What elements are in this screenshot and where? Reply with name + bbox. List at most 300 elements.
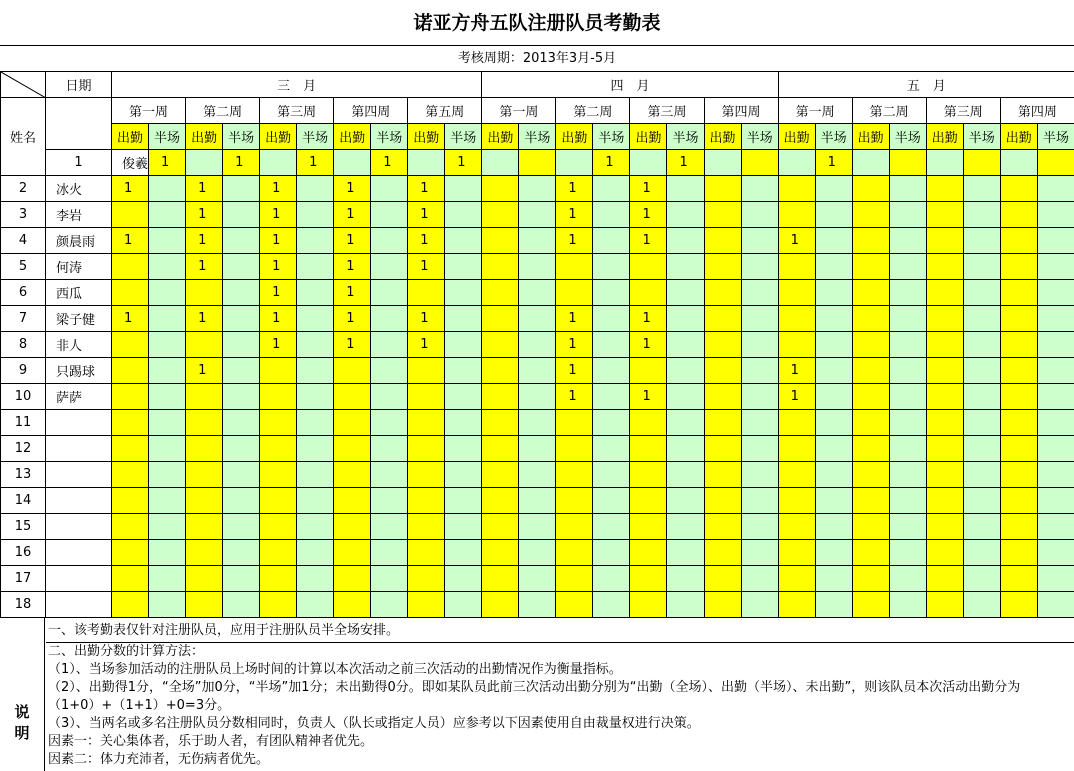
attend-cell <box>852 436 889 462</box>
half-cell <box>297 566 334 592</box>
week-header: 第二周 <box>852 98 926 124</box>
attend-cell <box>630 514 667 540</box>
attend-cell <box>1000 254 1037 280</box>
half-subheader: 半场 <box>149 124 186 150</box>
member-name <box>46 462 112 488</box>
half-cell <box>149 202 186 228</box>
attend-cell <box>778 410 815 436</box>
note-line-7: 因素二：体力充沛者，无伤病者优先。 <box>48 751 1074 769</box>
attend-cell <box>408 462 445 488</box>
attend-cell: 1 <box>630 384 667 410</box>
attend-cell <box>852 306 889 332</box>
attend-cell <box>852 488 889 514</box>
note-line-1: 一、该考勤表仅针对注册队员，应用于注册队员半全场安排。 <box>46 618 1074 643</box>
half-cell <box>445 254 482 280</box>
note-block <box>46 643 1074 769</box>
attend-cell <box>112 488 149 514</box>
date-header: 日期 <box>46 72 112 98</box>
half-cell <box>889 514 926 540</box>
attend-subheader: 出勤 <box>778 124 815 150</box>
row-number: 3 <box>1 202 46 228</box>
attend-cell: 1 <box>186 306 223 332</box>
attend-cell <box>926 462 963 488</box>
attend-cell: 1 <box>112 306 149 332</box>
half-cell <box>297 410 334 436</box>
attend-cell <box>704 306 741 332</box>
attend-cell <box>519 150 556 176</box>
half-cell <box>593 228 630 254</box>
attend-cell: 1 <box>149 150 186 176</box>
half-cell <box>519 540 556 566</box>
member-name: 俊羲 <box>112 150 149 176</box>
half-cell <box>297 306 334 332</box>
half-cell <box>223 358 260 384</box>
half-subheader: 半场 <box>593 124 630 150</box>
attend-cell: 1 <box>260 176 297 202</box>
attend-cell <box>704 384 741 410</box>
row-number: 13 <box>1 462 46 488</box>
half-cell <box>889 488 926 514</box>
half-cell <box>667 384 704 410</box>
name-header: 姓名 <box>1 98 46 176</box>
half-cell <box>445 514 482 540</box>
half-cell <box>1037 254 1074 280</box>
attend-cell: 1 <box>260 332 297 358</box>
half-cell <box>593 436 630 462</box>
attend-cell <box>852 384 889 410</box>
attend-cell <box>852 228 889 254</box>
half-cell <box>445 332 482 358</box>
attend-cell <box>112 592 149 618</box>
attend-cell <box>482 488 519 514</box>
month-header: 三 月 <box>112 72 482 98</box>
half-subheader: 半场 <box>223 124 260 150</box>
attend-cell <box>334 488 371 514</box>
member-name <box>46 592 112 618</box>
half-cell <box>667 358 704 384</box>
attend-cell <box>1000 306 1037 332</box>
attend-cell <box>852 202 889 228</box>
attend-cell <box>186 384 223 410</box>
attend-subheader: 出勤 <box>926 124 963 150</box>
half-cell <box>371 332 408 358</box>
half-cell <box>741 306 778 332</box>
attend-cell <box>778 176 815 202</box>
week-header: 第一周 <box>482 98 556 124</box>
half-cell <box>1037 202 1074 228</box>
row-number: 2 <box>1 176 46 202</box>
attend-cell <box>1000 358 1037 384</box>
half-cell <box>223 410 260 436</box>
half-cell <box>371 280 408 306</box>
attend-subheader: 出勤 <box>630 124 667 150</box>
attend-cell <box>630 410 667 436</box>
half-cell <box>297 332 334 358</box>
attend-cell: 1 <box>334 306 371 332</box>
attend-cell <box>926 332 963 358</box>
member-name <box>46 436 112 462</box>
attend-cell <box>926 488 963 514</box>
member-name: 非人 <box>46 332 112 358</box>
half-cell <box>593 514 630 540</box>
attend-cell <box>408 358 445 384</box>
half-cell <box>482 150 519 176</box>
half-cell <box>593 488 630 514</box>
half-cell <box>741 410 778 436</box>
week-header: 第二周 <box>186 98 260 124</box>
half-cell <box>297 358 334 384</box>
table-row <box>1 150 1074 176</box>
attend-cell <box>926 358 963 384</box>
half-cell <box>889 462 926 488</box>
half-cell <box>371 202 408 228</box>
half-cell <box>593 462 630 488</box>
attend-subheader: 出勤 <box>408 124 445 150</box>
attend-cell <box>556 540 593 566</box>
attend-subheader: 出勤 <box>704 124 741 150</box>
half-cell <box>1037 306 1074 332</box>
half-subheader: 半场 <box>1037 124 1074 150</box>
attend-cell <box>482 410 519 436</box>
attend-cell <box>852 332 889 358</box>
attend-cell <box>482 254 519 280</box>
attend-cell <box>704 592 741 618</box>
half-cell <box>815 280 852 306</box>
half-cell <box>297 514 334 540</box>
half-cell <box>963 358 1000 384</box>
member-name: 颜晨雨 <box>46 228 112 254</box>
half-cell <box>371 176 408 202</box>
attend-cell <box>408 280 445 306</box>
attend-cell <box>778 514 815 540</box>
half-cell <box>223 202 260 228</box>
attend-cell <box>1000 332 1037 358</box>
attend-cell <box>926 280 963 306</box>
attend-cell <box>889 150 926 176</box>
half-cell <box>149 410 186 436</box>
attend-cell: 1 <box>334 332 371 358</box>
attend-cell <box>112 410 149 436</box>
week-header: 第二周 <box>556 98 630 124</box>
half-subheader: 半场 <box>371 124 408 150</box>
attendance-table <box>0 71 1074 618</box>
attend-cell <box>112 384 149 410</box>
attend-cell <box>1037 150 1074 176</box>
member-name: 西瓜 <box>46 280 112 306</box>
attend-cell <box>778 436 815 462</box>
attend-cell: 1 <box>556 384 593 410</box>
attend-cell <box>630 462 667 488</box>
attend-cell <box>926 410 963 436</box>
attend-cell <box>482 436 519 462</box>
half-cell <box>963 384 1000 410</box>
attend-cell <box>482 306 519 332</box>
row-number: 15 <box>1 514 46 540</box>
half-cell <box>667 228 704 254</box>
half-subheader: 半场 <box>445 124 482 150</box>
attend-cell <box>260 566 297 592</box>
table-row <box>1 332 1074 358</box>
attend-cell <box>852 410 889 436</box>
half-cell <box>371 358 408 384</box>
half-cell <box>223 462 260 488</box>
half-cell <box>963 462 1000 488</box>
half-cell <box>815 514 852 540</box>
half-cell <box>445 280 482 306</box>
attend-cell: 1 <box>556 202 593 228</box>
row-number: 10 <box>1 384 46 410</box>
attend-cell <box>704 462 741 488</box>
attend-cell: 1 <box>186 358 223 384</box>
half-cell <box>963 254 1000 280</box>
attend-cell <box>704 176 741 202</box>
half-cell <box>371 462 408 488</box>
half-cell <box>149 358 186 384</box>
week-header: 第一周 <box>112 98 186 124</box>
attend-cell <box>186 592 223 618</box>
attend-cell: 1 <box>630 332 667 358</box>
half-cell <box>1037 358 1074 384</box>
half-cell <box>223 514 260 540</box>
attend-cell: 1 <box>408 306 445 332</box>
half-cell <box>223 566 260 592</box>
half-cell <box>889 280 926 306</box>
table-row <box>1 384 1074 410</box>
attend-subheader: 出勤 <box>852 124 889 150</box>
half-cell <box>371 228 408 254</box>
half-cell <box>149 592 186 618</box>
attend-cell <box>556 254 593 280</box>
half-cell <box>519 384 556 410</box>
half-cell <box>149 306 186 332</box>
attend-cell <box>926 254 963 280</box>
attend-cell <box>482 514 519 540</box>
half-cell <box>371 514 408 540</box>
attend-cell <box>704 358 741 384</box>
half-subheader: 半场 <box>815 124 852 150</box>
half-cell <box>334 150 371 176</box>
notes-label: 说明 <box>0 618 45 771</box>
half-cell <box>1037 592 1074 618</box>
note-line-5: （3）、当两名或多名注册队员分数相同时，负责人（队长或指定人员）应参考以下因素使用自由裁量权进行决策。 <box>48 715 1074 733</box>
half-cell <box>667 488 704 514</box>
attend-cell <box>1000 436 1037 462</box>
half-cell <box>519 332 556 358</box>
attend-cell <box>1000 488 1037 514</box>
member-name <box>46 514 112 540</box>
half-cell <box>297 202 334 228</box>
half-cell <box>1037 410 1074 436</box>
half-cell <box>667 410 704 436</box>
attend-cell: 1 <box>186 202 223 228</box>
attend-cell: 1 <box>223 150 260 176</box>
attend-cell <box>778 566 815 592</box>
half-cell <box>815 228 852 254</box>
half-cell <box>297 254 334 280</box>
attend-cell <box>630 436 667 462</box>
attend-cell <box>334 410 371 436</box>
attend-cell <box>704 566 741 592</box>
attend-cell <box>556 410 593 436</box>
row-number: 7 <box>1 306 46 332</box>
attend-cell: 1 <box>778 228 815 254</box>
attend-cell <box>482 228 519 254</box>
attend-cell <box>852 280 889 306</box>
half-cell <box>445 176 482 202</box>
attend-cell: 1 <box>260 228 297 254</box>
attend-cell <box>482 280 519 306</box>
week-header: 第四周 <box>1000 98 1074 124</box>
attend-cell: 1 <box>260 306 297 332</box>
attend-cell <box>482 384 519 410</box>
attend-cell <box>1000 592 1037 618</box>
half-cell <box>223 384 260 410</box>
attend-cell <box>112 514 149 540</box>
row-number: 16 <box>1 540 46 566</box>
attend-cell <box>704 436 741 462</box>
attend-cell: 1 <box>408 254 445 280</box>
half-cell <box>149 436 186 462</box>
half-subheader: 半场 <box>667 124 704 150</box>
attend-cell <box>186 332 223 358</box>
attend-cell <box>852 540 889 566</box>
row-number: 18 <box>1 592 46 618</box>
week-header: 第三周 <box>260 98 334 124</box>
member-name: 只踢球 <box>46 358 112 384</box>
row-number: 14 <box>1 488 46 514</box>
half-cell <box>223 436 260 462</box>
attend-cell <box>630 280 667 306</box>
half-cell <box>445 306 482 332</box>
half-cell <box>1000 150 1037 176</box>
attend-cell <box>778 306 815 332</box>
attend-cell <box>186 514 223 540</box>
half-cell <box>519 202 556 228</box>
name-header-blank <box>46 98 112 150</box>
notes-section <box>0 617 1074 770</box>
attend-cell <box>260 514 297 540</box>
half-cell <box>593 384 630 410</box>
attend-cell: 1 <box>334 280 371 306</box>
attend-cell <box>1000 176 1037 202</box>
attend-cell: 1 <box>186 176 223 202</box>
half-cell <box>815 254 852 280</box>
attend-subheader: 出勤 <box>186 124 223 150</box>
attend-cell <box>334 462 371 488</box>
attend-cell <box>926 384 963 410</box>
half-cell <box>519 254 556 280</box>
half-cell <box>223 540 260 566</box>
attend-cell <box>112 332 149 358</box>
half-cell <box>889 332 926 358</box>
attend-cell <box>260 462 297 488</box>
table-row <box>1 202 1074 228</box>
attend-cell: 1 <box>556 306 593 332</box>
half-cell <box>1037 228 1074 254</box>
half-cell <box>815 566 852 592</box>
attend-cell <box>260 540 297 566</box>
attend-cell: 1 <box>778 358 815 384</box>
attend-cell <box>408 592 445 618</box>
half-cell <box>889 254 926 280</box>
attend-cell <box>186 488 223 514</box>
attend-cell <box>482 358 519 384</box>
attend-cell: 1 <box>408 332 445 358</box>
attend-cell <box>926 592 963 618</box>
member-name: 萨萨 <box>46 384 112 410</box>
page-title: 诺亚方舟五队注册队员考勤表 <box>0 0 1074 46</box>
attend-cell: 1 <box>630 202 667 228</box>
half-cell <box>963 436 1000 462</box>
table-row <box>1 462 1074 488</box>
half-cell <box>741 462 778 488</box>
attend-cell <box>926 540 963 566</box>
attend-cell <box>334 592 371 618</box>
half-cell <box>741 540 778 566</box>
attend-cell <box>1000 228 1037 254</box>
half-cell <box>667 566 704 592</box>
half-cell <box>741 592 778 618</box>
half-cell <box>149 332 186 358</box>
attend-cell: 1 <box>334 176 371 202</box>
half-cell <box>223 254 260 280</box>
half-cell <box>445 436 482 462</box>
row-number: 17 <box>1 566 46 592</box>
attend-cell <box>408 384 445 410</box>
attend-cell <box>260 592 297 618</box>
attend-cell <box>926 306 963 332</box>
attend-cell: 1 <box>260 280 297 306</box>
half-cell <box>223 592 260 618</box>
half-cell <box>593 280 630 306</box>
half-cell <box>889 228 926 254</box>
half-cell <box>963 566 1000 592</box>
half-subheader: 半场 <box>741 124 778 150</box>
half-cell <box>371 306 408 332</box>
half-cell <box>963 540 1000 566</box>
half-cell <box>445 462 482 488</box>
half-cell <box>815 332 852 358</box>
half-cell <box>593 592 630 618</box>
attend-cell <box>112 358 149 384</box>
attend-cell <box>408 514 445 540</box>
attend-cell <box>741 150 778 176</box>
table-row <box>1 358 1074 384</box>
half-cell <box>297 280 334 306</box>
half-cell <box>223 176 260 202</box>
attend-cell: 1 <box>112 176 149 202</box>
attend-cell <box>630 254 667 280</box>
half-cell <box>408 150 445 176</box>
attend-cell: 1 <box>112 228 149 254</box>
half-cell <box>223 228 260 254</box>
month-header: 五 月 <box>778 72 1074 98</box>
half-cell <box>593 332 630 358</box>
half-subheader: 半场 <box>889 124 926 150</box>
half-cell <box>1037 488 1074 514</box>
attend-cell <box>408 410 445 436</box>
attend-cell <box>112 254 149 280</box>
attend-cell <box>704 540 741 566</box>
attend-cell: 1 <box>408 176 445 202</box>
member-name <box>46 488 112 514</box>
half-cell <box>741 384 778 410</box>
half-cell <box>149 176 186 202</box>
attend-cell: 1 <box>445 150 482 176</box>
half-subheader: 半场 <box>519 124 556 150</box>
half-cell <box>445 540 482 566</box>
half-cell <box>667 540 704 566</box>
